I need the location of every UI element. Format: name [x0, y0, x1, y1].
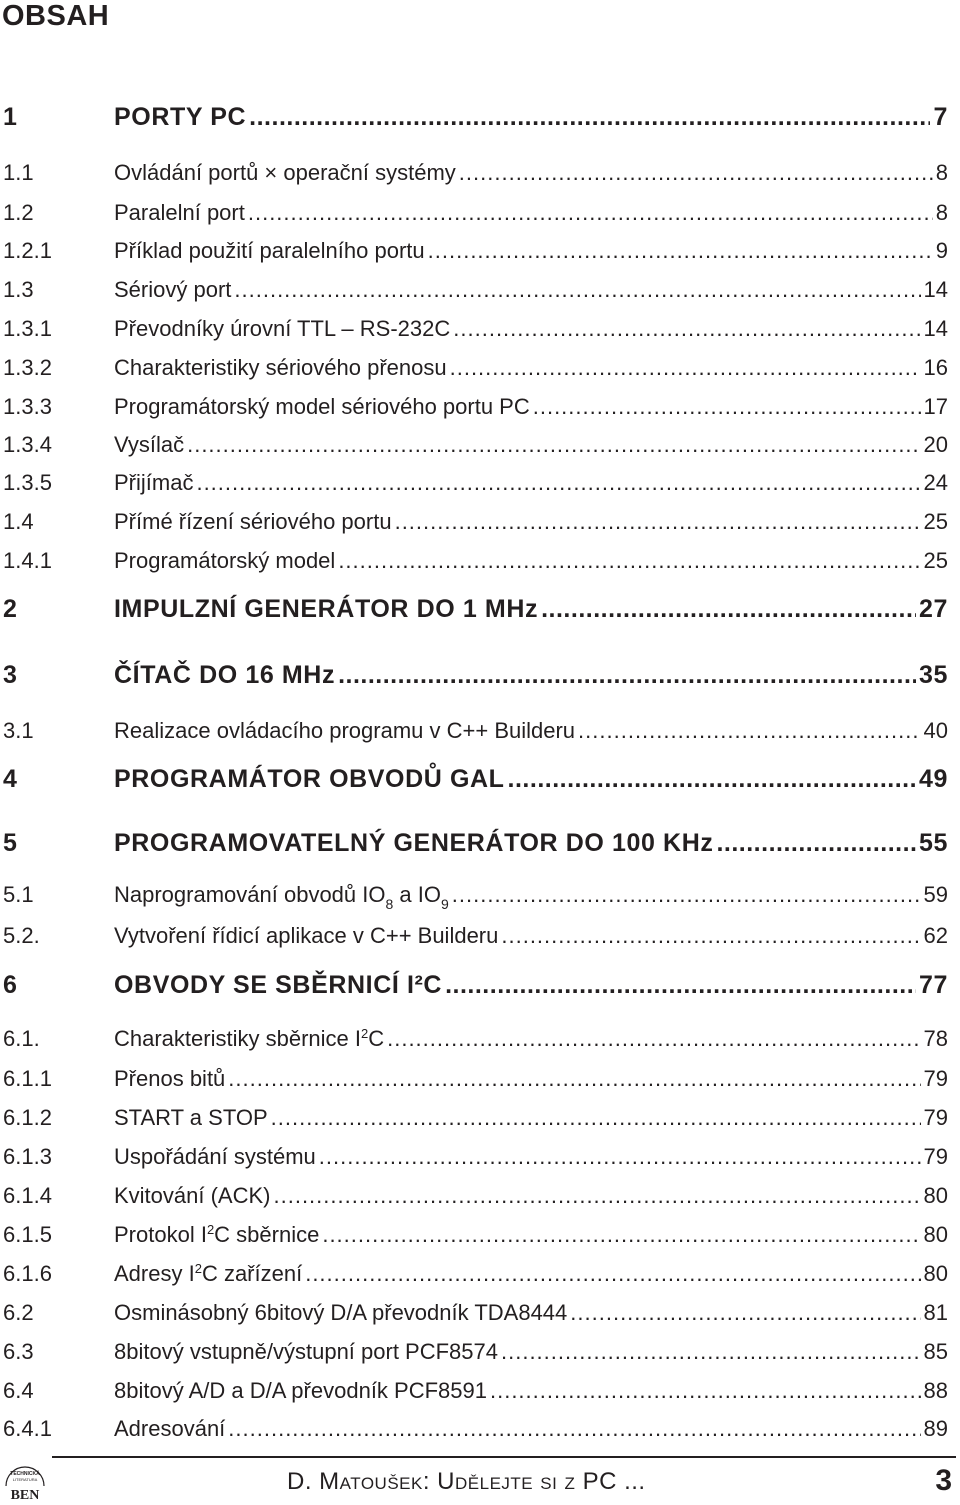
publisher-logo — [2, 1466, 48, 1502]
toc-row — [0, 1408, 948, 1444]
toc-number: 6.2 — [3, 1300, 34, 1325]
toc-page-number: 59 — [923, 882, 948, 907]
toc-leader-dots — [459, 162, 933, 184]
toc-title: PORTY PC — [114, 103, 247, 131]
toc-leader-dots — [501, 925, 920, 947]
logo-bottom-text: LITERATURA — [12, 1477, 38, 1482]
toc-row — [0, 874, 948, 910]
toc-row — [0, 1136, 948, 1172]
toc-leader-dots — [228, 1068, 920, 1090]
toc-row — [0, 347, 948, 383]
toc-page-number: 9 — [935, 238, 948, 263]
toc-number: 1.2.1 — [3, 238, 52, 263]
footer-rule — [52, 1456, 956, 1458]
toc-chapter-row — [0, 760, 948, 796]
toc-number: 1.3 — [3, 277, 34, 302]
toc-number: 6.3 — [3, 1339, 34, 1364]
toc-title: 8bitový A/D a D/A převodník PCF8591 — [114, 1378, 487, 1403]
toc-number: 6.1.1 — [3, 1066, 52, 1091]
toc-leader-dots — [187, 434, 920, 456]
toc-row — [0, 230, 948, 266]
toc-row — [0, 308, 948, 344]
toc-leader-dots — [305, 1263, 920, 1285]
toc-title: PROGRAMÁTOR OBVODŮ GAL — [114, 765, 505, 793]
toc-row — [0, 1018, 948, 1054]
toc-row — [0, 152, 948, 188]
toc-leader-dots — [533, 396, 921, 418]
toc-leader-dots — [249, 105, 930, 130]
toc-title: PROGRAMOVATELNÝ GENERÁTOR DO 100 KHz — [114, 829, 714, 857]
toc-title: Přenos bitů — [114, 1066, 226, 1091]
toc-number: 5.2. — [3, 923, 40, 948]
toc-leader-dots — [234, 279, 920, 301]
toc-leader-dots — [387, 1028, 920, 1050]
toc-title: Kvitování (ACK) — [114, 1183, 271, 1208]
toc-number: 1 — [3, 103, 17, 131]
toc-leader-dots — [450, 357, 921, 379]
toc-number: 6 — [3, 971, 17, 999]
toc-page-number: 77 — [918, 971, 948, 999]
toc-leader-dots — [501, 1341, 921, 1363]
page-title: OBSAH — [2, 0, 110, 32]
toc-number: 6.1. — [3, 1026, 40, 1051]
toc-title: IMPULZNÍ GENERÁTOR DO 1 MHz — [114, 595, 539, 623]
toc-row — [0, 386, 948, 422]
toc-leader-dots — [570, 1302, 920, 1324]
toc-number: 1.3.5 — [3, 470, 52, 495]
toc-row — [0, 915, 948, 951]
toc-leader-dots — [322, 1224, 920, 1246]
toc-leader-dots — [274, 1185, 921, 1207]
logo-top-text: TECHNICKÁ — [10, 1471, 40, 1477]
toc-row — [0, 1331, 948, 1367]
toc-chapter-row — [0, 656, 948, 692]
toc-row — [0, 710, 948, 746]
toc-leader-dots — [228, 1418, 920, 1440]
toc-number: 6.1.6 — [3, 1261, 52, 1286]
toc-title: Charakteristiky sběrnice $I^2C$ — [114, 1026, 385, 1051]
toc-leader-dots — [196, 472, 920, 494]
toc-row — [0, 424, 948, 460]
toc-leader-dots — [395, 511, 921, 533]
toc-title: ČÍTAČ DO 16 MHz — [114, 661, 336, 689]
toc-leader-dots — [338, 550, 920, 572]
toc-title: Programátorský model — [114, 548, 336, 573]
toc-title: 8bitový vstupně/výstupní port PCF8574 — [114, 1339, 498, 1364]
toc-page-number: 7 — [933, 103, 948, 131]
toc-page-number: 17 — [923, 394, 948, 419]
toc-chapter-row — [0, 98, 948, 134]
toc-number: 1.3.3 — [3, 394, 52, 419]
toc-page-number: 88 — [923, 1378, 948, 1403]
toc-title: Uspořádání systému — [114, 1144, 316, 1169]
toc-row — [0, 1058, 948, 1094]
toc-title: Vytvoření řídicí aplikace v C++ Builderu — [114, 923, 499, 948]
toc-title: Příklad použití paralelního portu — [114, 238, 425, 263]
toc-number: 1.2 — [3, 200, 34, 225]
toc-row — [0, 501, 948, 537]
toc-chapter-row — [0, 824, 948, 860]
toc-chapter-row — [0, 966, 948, 1002]
footer-page-number: 3 — [935, 1464, 952, 1497]
toc-page-number: 80 — [923, 1222, 948, 1247]
toc-number: 6.4.1 — [3, 1416, 52, 1441]
toc-row — [0, 1214, 948, 1250]
toc-number: 6.1.4 — [3, 1183, 52, 1208]
toc-row — [0, 1370, 948, 1406]
toc-row — [0, 192, 948, 228]
toc-leader-dots — [319, 1146, 921, 1168]
toc-page-number: 79 — [923, 1144, 948, 1169]
toc-number: 6.1.2 — [3, 1105, 52, 1130]
toc-number: 1.3.2 — [3, 355, 52, 380]
toc-chapter-row — [0, 590, 948, 626]
toc-page-number: 79 — [923, 1105, 948, 1130]
toc-title: Charakteristiky sériového přenosu — [114, 355, 447, 380]
toc-title: Sériový port — [114, 277, 232, 302]
toc-number: 5 — [3, 829, 17, 857]
toc-row — [0, 269, 948, 305]
toc-title: Paralelní port — [114, 200, 245, 225]
toc-number: 6.4 — [3, 1378, 34, 1403]
toc-title: Naprogramování obvodů $IO_8$ a $IO_9$ — [114, 882, 449, 912]
toc-number: 1.4.1 — [3, 548, 52, 573]
toc-page-number: 14 — [923, 316, 948, 341]
toc-number: 1.3.1 — [3, 316, 52, 341]
toc-leader-dots — [453, 318, 920, 340]
toc-page-number: 20 — [923, 432, 948, 457]
toc-title: Vysílač — [114, 432, 185, 457]
toc-page-number: 89 — [923, 1416, 948, 1441]
toc-number: 4 — [3, 765, 17, 793]
toc-row — [0, 540, 948, 576]
toc-page-number: 27 — [918, 595, 948, 623]
toc-row — [0, 1292, 948, 1328]
toc-number: 3.1 — [3, 718, 34, 743]
toc-page-number: 78 — [923, 1026, 948, 1051]
toc-page-number: 25 — [923, 548, 948, 573]
toc-title: Přímé řízení sériového portu — [114, 509, 392, 534]
toc-title: Ovládání portů × operační systémy — [114, 160, 456, 185]
toc-page-number: 79 — [923, 1066, 948, 1091]
toc-page-number: 16 — [923, 355, 948, 380]
toc-page-number: 49 — [918, 765, 948, 793]
toc-title: Programátorský model sériového portu PC — [114, 394, 530, 419]
logo-brand-text: BEN — [10, 1488, 40, 1502]
toc-leader-dots — [452, 884, 921, 906]
toc-row — [0, 1097, 948, 1133]
toc-leader-dots — [338, 663, 916, 688]
toc-leader-dots — [716, 831, 916, 856]
toc-row — [0, 1253, 948, 1289]
toc-title: Osminásobný 6bitový D/A převodník TDA8444 — [114, 1300, 568, 1325]
toc-page-number: 81 — [923, 1300, 948, 1325]
toc-title: Převodníky úrovní TTL – RS-232C — [114, 316, 451, 341]
toc-page-number: 55 — [918, 829, 948, 857]
toc-title: Přijímač — [114, 470, 194, 495]
toc-page-number: 80 — [923, 1261, 948, 1286]
toc-leader-dots — [541, 597, 916, 622]
toc-number: 6.1.5 — [3, 1222, 52, 1247]
toc-page-number: 62 — [923, 923, 948, 948]
toc-title: Protokol $I^2C$ sběrnice — [114, 1222, 320, 1247]
toc-leader-dots — [508, 767, 916, 792]
toc-page-number: 8 — [935, 200, 948, 225]
toc-leader-dots — [271, 1107, 921, 1129]
toc-page-number: 14 — [923, 277, 948, 302]
toc-number: 3 — [3, 661, 17, 689]
toc-number: 5.1 — [3, 882, 34, 907]
toc-title: Adresy $I^2C$ zařízení — [114, 1261, 303, 1286]
toc-leader-dots — [428, 240, 933, 262]
toc-title: START a STOP — [114, 1105, 268, 1130]
toc-page-number: 35 — [918, 661, 948, 689]
toc-page-number: 85 — [923, 1339, 948, 1364]
toc-page-number: 25 — [923, 509, 948, 534]
toc-leader-dots — [490, 1380, 921, 1402]
toc-leader-dots — [578, 720, 920, 742]
footer-book-title: D. Matoušek: Udělejte si z PC ... — [287, 1468, 646, 1495]
toc-page-number: 80 — [923, 1183, 948, 1208]
toc-title: Adresování — [114, 1416, 226, 1441]
toc-number: 1.1 — [3, 160, 34, 185]
toc-title: OBVODY SE SBĚRNICÍ I²C — [114, 971, 443, 999]
toc-page-number: 8 — [935, 160, 948, 185]
toc-row — [0, 462, 948, 498]
toc-number: 2 — [3, 595, 17, 623]
toc-leader-dots — [248, 202, 933, 224]
toc-row — [0, 1175, 948, 1211]
toc-title: Realizace ovládacího programu v C++ Builderu — [114, 718, 576, 743]
toc-number: 1.4 — [3, 509, 34, 534]
toc-number: 1.3.4 — [3, 432, 52, 457]
toc-leader-dots — [445, 973, 916, 998]
toc-page-number: 40 — [923, 718, 948, 743]
toc-number: 6.1.3 — [3, 1144, 52, 1169]
toc-page-number: 24 — [923, 470, 948, 495]
